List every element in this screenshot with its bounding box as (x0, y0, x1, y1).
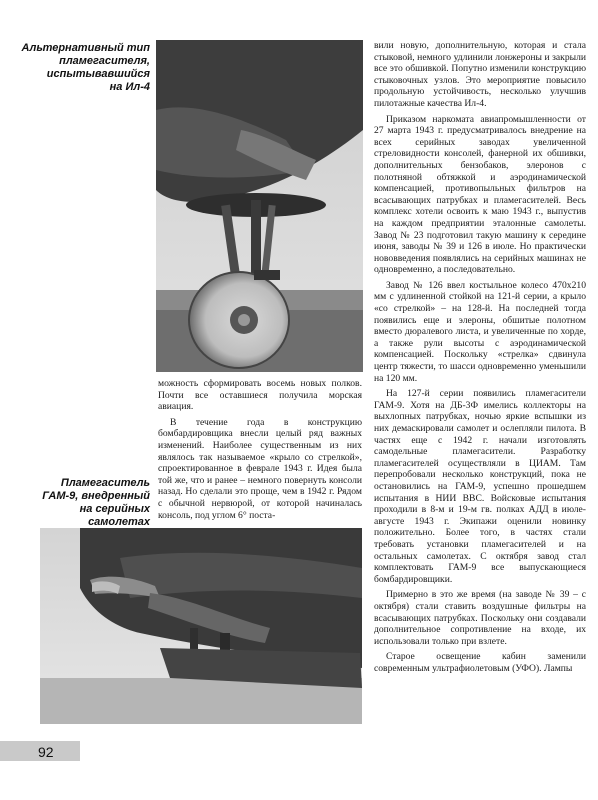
caption-line: на Ил-4 (109, 81, 150, 93)
caption-line: испытывавшийся (46, 68, 150, 80)
caption-line: Пламегаситель (60, 477, 150, 489)
paragraph: В течение года в конструкцию бомбардировщика внесли целый ряд важных изменений. Наиболее существенным из них являлось так называемое «крыло со стрелкой», спроектированное в феврале 1943 г. Идея была той же, что и ранее – немного повернуть консоли назад. Но сделали это проще, чем в 1942 г. Рядом с обычной нервюрой, от которой начиналась консоль, под углом 6° поста- (158, 416, 362, 521)
caption-line: на серийных (79, 503, 150, 515)
caption-line: Альтернативный тип (21, 42, 150, 54)
caption-line: самолетах (88, 516, 150, 528)
paragraph: можность сформировать восемь новых полков. Почти все оставшиеся получила морская авиация. (158, 378, 362, 413)
paragraph: Старое освещение кабин заменили современным ультрафиолетовым (УФО). Лампы (374, 651, 586, 674)
paragraph: На 127-й серии появились пламегасители ГАМ-9. Хотя на ДБ-3Ф имелись коллекторы на выхлопных патрубках, ночью яркие вспышки из них демаскировали самолет и ослепляли пилота. В частях еще с 1942 г. начали изготовлять самодельные пламегасители. Разработку пламегасителей осуществляли в ЦИАМ. Там перепробовали несколько конструкций, пока не остановились на ГАМ-9, успешно прошедшем испытания в НИИ ВВС. Войсковые испытания проходили в 8-м и 19-м гв. полках АДД в июле-августе 1943 г. Экипажи оценили новинку положительно. Более того, в частях стали требовать установки пламегасителей и на остальных самолетах. С октября завод стал комплектовать ГАМ-9 все выпускающиеся бомбардировщики. (374, 388, 586, 585)
paragraph: Примерно в это же время (на заводе № 39 – с октября) стали ставить воздушные фильтры на всасывающих патрубках. Поскольку они создавали дополнительное сопротивление на входе, их использовали только при взлете. (374, 589, 586, 647)
text-column-left (158, 378, 362, 525)
photo-caption-middle (8, 477, 150, 529)
flame-damper-photo (40, 528, 362, 724)
page-number: 92 (38, 744, 54, 760)
paragraph: Приказом наркомата авиапромышленности от 27 марта 1943 г. предусматривалось внедрение на всех серийных заводах увеличенной стреловидности консолей, фанерной их обшивки, дополнительных бензобаков, элеронов с полотняной обтяжкой и аэродинамической компенсацией, противопыльных фильтров на всасывающих патрубках и пламегасителей. Весь комплекс хотели освоить к маю 1943 г., выпустив на каждом предприятии эталонные самолеты. Завод № 23 подготовил такую машину к середине июня, заводы № 39 и 126 в июле. Но практически нововведения появлялись на серийных машинах не одновременно, а последовательно. (374, 113, 586, 276)
caption-line: пламегасителя, (59, 55, 150, 67)
photo-caption-top (8, 42, 150, 94)
paragraph: вили новую, дополнительную, которая и стала стыковой, немного удлинили лонжероны и закрыли все это обшивкой. Попутно изменили конструкцию стыковочных узлов. Это мероприятие повысило продольную устойчивость, несколько улучшив пилотажные качества Ил-4. (374, 40, 586, 109)
landing-gear-photo (156, 40, 363, 372)
caption-line: ГАМ-9, внедренный (42, 490, 150, 502)
text-column-right (374, 40, 586, 678)
paragraph: Завод № 126 ввел костыльное колесо 470х210 мм с удлиненной стойкой на 121-й серии, а крыло «со стрелкой» – на 128-й. На последней тогда появились еще и элероны, обшитые полотном вместо дюралевого листа, и увеличенные по хорде, а также рули высоты с аэродинамической компенсацией. Поскольку «стрелка» сдвинула центр тяжести, то шасси одновременно уменьшили на 120 мм. (374, 279, 586, 384)
